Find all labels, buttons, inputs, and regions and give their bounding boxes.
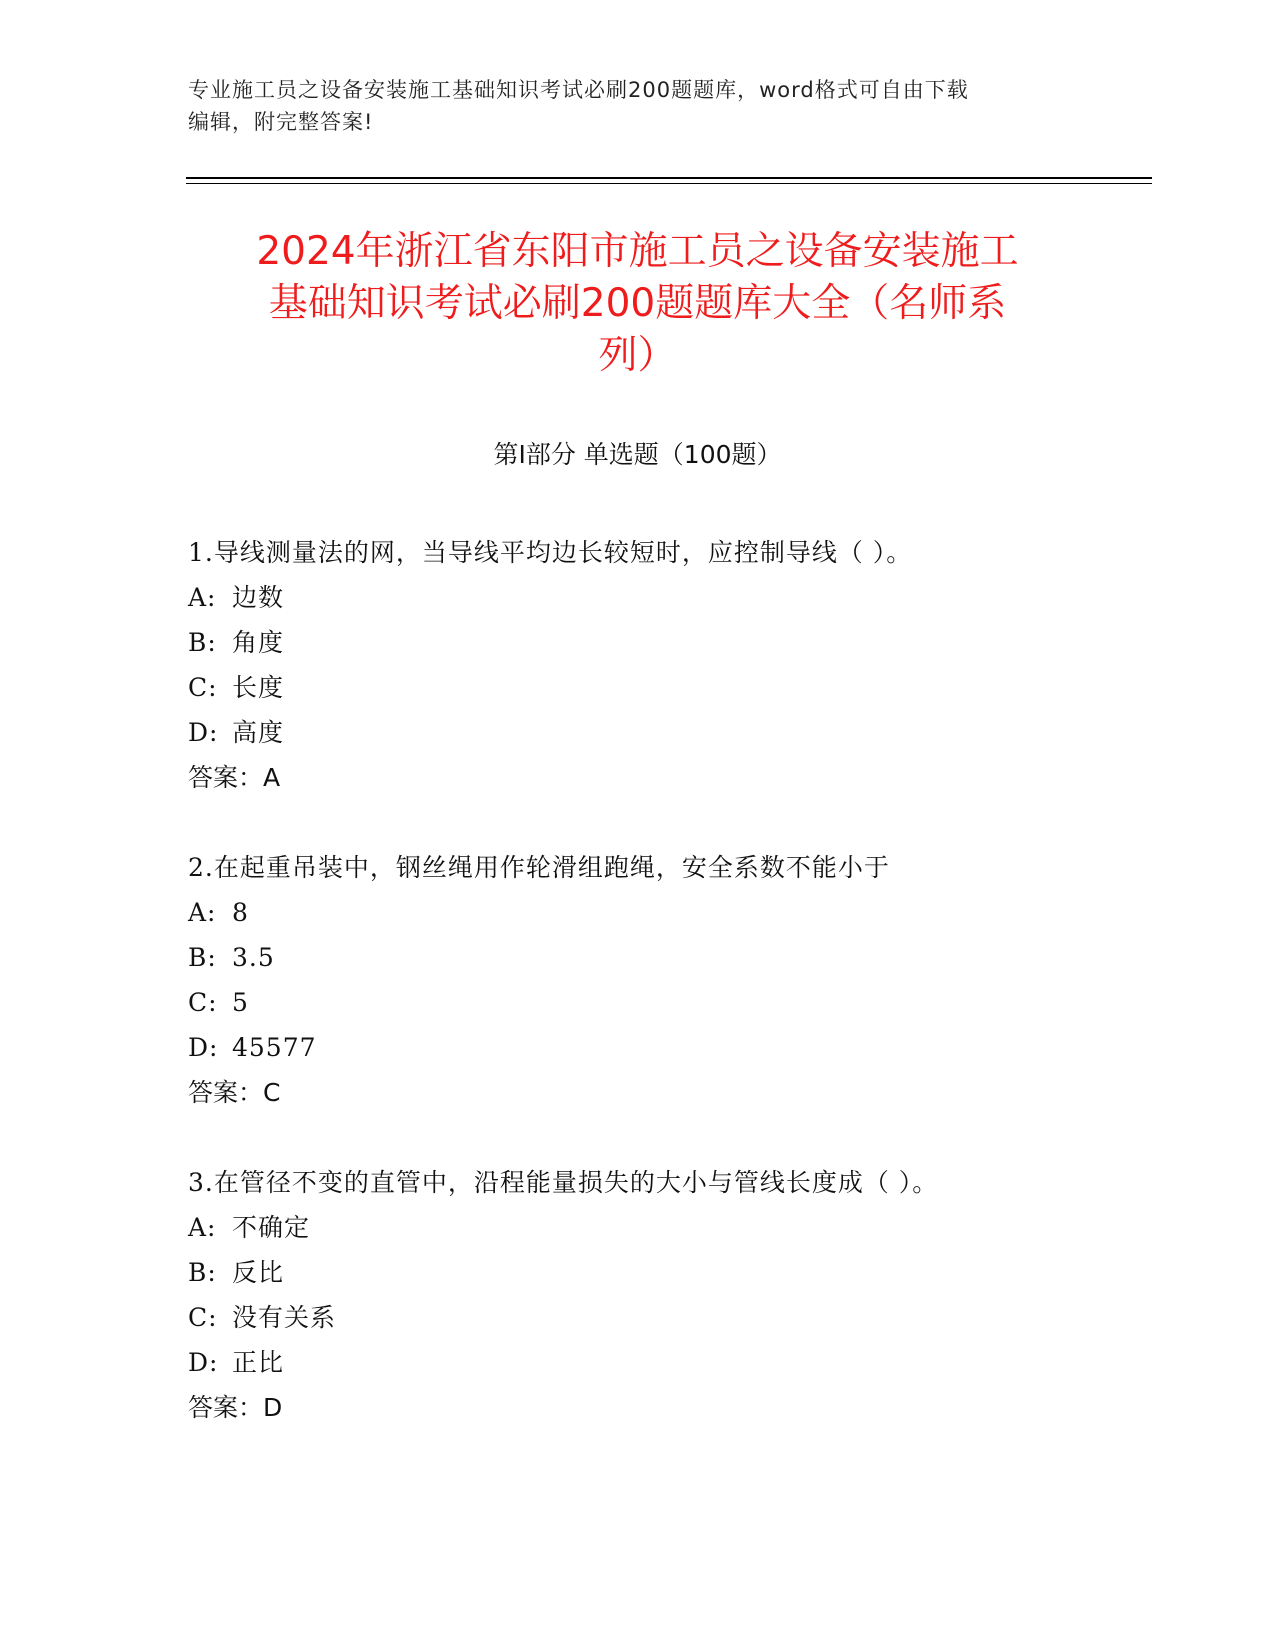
- option-text: 角度: [232, 628, 285, 657]
- option-text: 3.5: [232, 943, 275, 972]
- option-key: A:: [188, 898, 217, 927]
- option-text: 不确定: [232, 1213, 311, 1242]
- option-text: 反比: [232, 1258, 285, 1287]
- option-text: 45577: [232, 1033, 317, 1062]
- option-key: C:: [188, 988, 218, 1017]
- header-note-line-2: 编辑，附完整答案!: [188, 110, 374, 134]
- answer-line: 答案：C: [188, 1078, 281, 1107]
- option-c: [188, 665, 1188, 710]
- option-text: 8: [232, 898, 249, 927]
- option-d: [188, 1340, 1188, 1385]
- option-b: [188, 1250, 1188, 1295]
- option-text: 长度: [232, 673, 285, 702]
- option-key: D:: [188, 1033, 219, 1062]
- option-a: [188, 890, 1188, 935]
- header-divider-thin: [186, 183, 1152, 184]
- question-list: [188, 530, 1188, 1475]
- option-text: 5: [232, 988, 249, 1017]
- header-note: [188, 74, 1088, 138]
- header-note-line-1: 专业施工员之设备安装施工基础知识考试必刷200题题库，word格式可自由下载: [188, 78, 969, 102]
- question-2: [188, 845, 1188, 1115]
- option-key: C:: [188, 1303, 218, 1332]
- option-text: 没有关系: [232, 1303, 337, 1332]
- question-1: [188, 530, 1188, 800]
- section-title: 第Ⅰ部分 单选题（100题）: [493, 440, 782, 469]
- question-stem: 3.在管径不变的直管中，沿程能量损失的大小与管线长度成（ ）。: [188, 1168, 939, 1197]
- option-b: [188, 935, 1188, 980]
- option-a: [188, 1205, 1188, 1250]
- option-key: C:: [188, 673, 218, 702]
- option-text: 边数: [232, 583, 285, 612]
- option-key: D:: [188, 718, 219, 747]
- document-title-line-3: 列）: [598, 333, 677, 378]
- option-key: A:: [188, 583, 217, 612]
- answer-line: 答案：A: [188, 763, 281, 792]
- option-text: 正比: [232, 1348, 285, 1377]
- question-stem: 1.导线测量法的网，当导线平均边长较短时，应控制导线（ ）。: [188, 538, 913, 567]
- document-title: [160, 226, 1115, 382]
- document-title-line-2: 基础知识考试必刷200题题库大全（名师系: [268, 281, 1007, 326]
- option-c: [188, 1295, 1188, 1340]
- option-b: [188, 620, 1188, 665]
- option-d: [188, 1025, 1188, 1070]
- option-c: [188, 980, 1188, 1025]
- option-key: D:: [188, 1348, 219, 1377]
- option-key: B:: [188, 628, 217, 657]
- option-d: [188, 710, 1188, 755]
- option-key: A:: [188, 1213, 217, 1242]
- option-a: [188, 575, 1188, 620]
- answer-line: 答案：D: [188, 1393, 283, 1422]
- option-key: B:: [188, 1258, 217, 1287]
- option-text: 高度: [232, 718, 285, 747]
- header-divider-thick: [186, 177, 1152, 179]
- option-key: B:: [188, 943, 217, 972]
- document-title-line-1: 2024年浙江省东阳市施工员之设备安装施工: [256, 229, 1019, 274]
- question-3: [188, 1160, 1188, 1430]
- question-stem: 2.在起重吊装中，钢丝绳用作轮滑组跑绳，安全系数不能小于: [188, 853, 890, 882]
